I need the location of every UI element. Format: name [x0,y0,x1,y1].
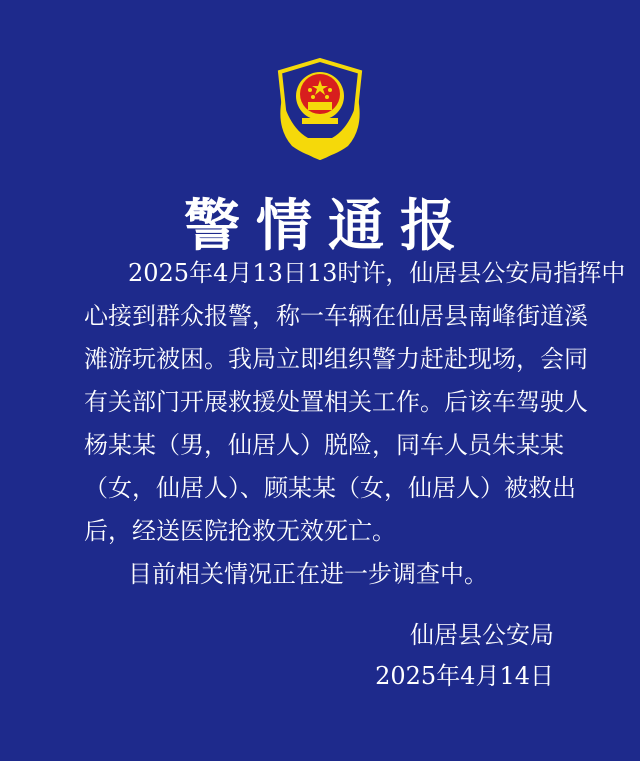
body-line: 心接到群众报警，称一车辆在仙居县南峰街道溪 [84,302,588,330]
body-paragraph-2: 目前相关情况正在进一步调查中。 [128,560,488,588]
body-line: （女，仙居人）、顾某某（女，仙居人）被救出 [84,474,576,502]
body-line: 有关部门开展救援处置相关工作。后该车驾驶人 [84,388,588,416]
body-line: 滩游玩被困。我局立即组织警力赶赴现场，会同 [84,345,588,373]
page-title: 警情通报 [184,194,472,259]
issue-date: 2025年4月14日 [375,662,554,690]
body-line: 杨某某（男，仙居人）脱险，同车人员朱某某 [84,431,564,459]
body-line: 2025年4月13日13时许，仙居县公安局指挥中 [128,259,626,287]
body-line: 后，经送医院抢救无效死亡。 [84,517,396,545]
issuer: 仙居县公安局 [410,621,554,649]
police-emblem-icon [272,58,368,160]
